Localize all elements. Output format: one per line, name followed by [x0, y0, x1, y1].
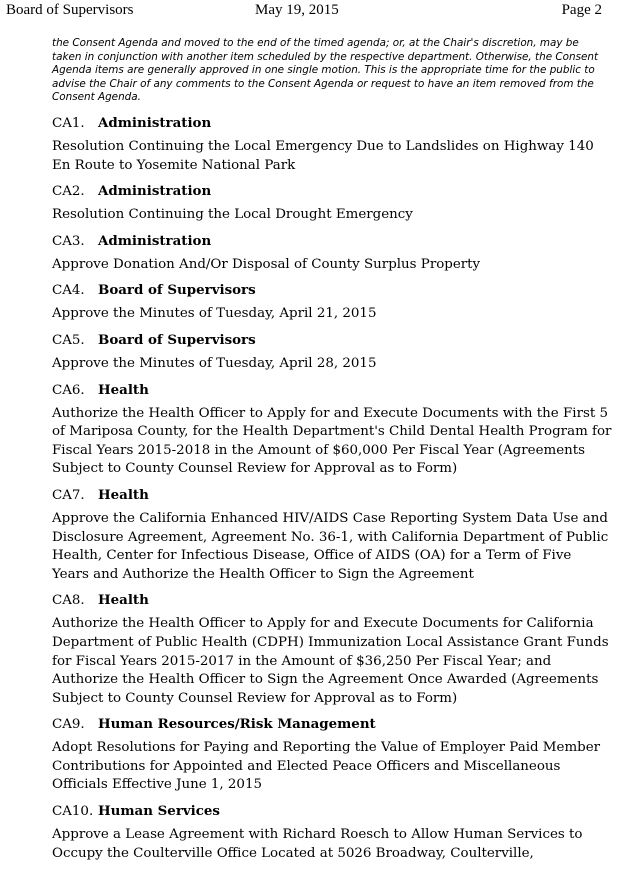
consent-agenda-intro: the Consent Agenda and moved to the end of the timed agenda; or, at the Chair's discretion, may be taken in conjunction with another item scheduled by the respective department. Otherwise, the Consent Agenda items are generally approved in one single motion. This is the appropriate time for the public to advise the Chair of any comments to the Consent Agenda or request to have an item removed from the Consent Agenda. [52, 37, 599, 104]
agenda-item [52, 715, 612, 795]
agenda-item-heading [52, 232, 612, 252]
item-number: CA5. [52, 332, 85, 348]
item-department: Administration [98, 115, 212, 131]
item-number: CA6. [52, 382, 85, 398]
agenda-item [52, 232, 612, 275]
header-title: Board of Supervisors [6, 2, 134, 18]
agenda-item [52, 114, 612, 175]
item-number: CA7. [52, 487, 85, 503]
item-description: Approve the Minutes of Tuesday, April 28, 2015 [52, 355, 377, 371]
item-description: Resolution Continuing the Local Drought Emergency [52, 207, 413, 223]
agenda-item [52, 331, 612, 374]
consent-agenda-list [52, 114, 612, 870]
agenda-item-heading [52, 114, 612, 134]
item-number: CA2. [52, 184, 85, 200]
agenda-item [52, 591, 612, 708]
agenda-item-heading [52, 591, 612, 611]
item-description: Adopt Resolutions for Paying and Reporting the Value of Employer Paid Member Contributions for Appointed and Elected Peace Officers and Miscellaneous Officials Effective June 1, 2015 [52, 740, 601, 793]
item-department: Administration [98, 232, 212, 249]
item-department: Human Services [98, 803, 220, 820]
agenda-item [52, 802, 612, 863]
item-description: Approve Donation And/Or Disposal of County Surplus Property [52, 256, 481, 272]
item-number: CA1. [52, 116, 85, 131]
item-description: Resolution Continuing the Local Emergency Due to Landslides on Highway 140 En Route to Yosemite National Park [52, 139, 594, 173]
agenda-item [52, 182, 612, 225]
agenda-item-heading [52, 182, 612, 202]
agenda-item-heading [52, 802, 612, 822]
item-description: Authorize the Health Officer to Apply for and Execute Documents with the First 5 of Mariposa County, for the Health Department's Child Dental Health Program for Fiscal Years 2015-2018 in the Amount of $60,000 Per Fiscal Year (Agreements Subject to County Counsel Review for Approval as to Form) [52, 405, 612, 477]
item-department: Health [98, 592, 149, 609]
item-number: CA8. [52, 593, 85, 609]
agenda-item-heading [52, 715, 612, 735]
item-department: Human Resources/Risk Management [98, 716, 376, 733]
item-number: CA9. [52, 717, 85, 733]
item-description: Authorize the Health Officer to Apply for and Execute Documents for California Department of Public Health (CDPH) Immunization Local Assistance Grant Funds for Fiscal Years 2015-2017 in the Amount of $36,250 Per Fiscal Year; and Authorize the Health Officer to Sign the Agreement Once Awarded (Agreements Subject to County Counsel Review for Approval as to Form) [52, 616, 609, 706]
agenda-item [52, 381, 612, 479]
agenda-item [52, 281, 612, 324]
item-description: Approve a Lease Agreement with Richard Roesch to Allow Human Services to Occupy the Coulterville Office Located at 5026 Broadway, Coulterville, [52, 827, 583, 861]
header-date: May 19, 2015 [255, 2, 339, 18]
item-department: Board of Supervisors [98, 331, 256, 348]
item-department: Board of Supervisors [98, 282, 256, 299]
item-number: CA4. [52, 283, 85, 299]
agenda-item-heading [52, 331, 612, 351]
item-department: Health [98, 486, 149, 503]
header-page-number: Page 2 [561, 2, 602, 18]
agenda-item-heading [52, 381, 612, 401]
item-description: Approve the Minutes of Tuesday, April 21, 2015 [52, 306, 377, 322]
agenda-item [52, 486, 612, 584]
item-number: CA3. [52, 233, 85, 249]
agenda-item-heading [52, 486, 612, 506]
page-header [0, 2, 620, 24]
item-description: Approve the California Enhanced HIV/AIDS Case Reporting System Data Use and Disclosure Agreement, Agreement No. 36-1, with California Department of Public Health, Center for Infectious Disease, Office of AIDS (OA) for a Term of Five Years and Authorize the Health Officer to Sign the Agreement [52, 510, 609, 582]
item-number: CA10. [52, 804, 94, 820]
agenda-item-heading [52, 281, 612, 301]
item-department: Administration [98, 183, 212, 200]
item-department: Health [98, 381, 149, 398]
